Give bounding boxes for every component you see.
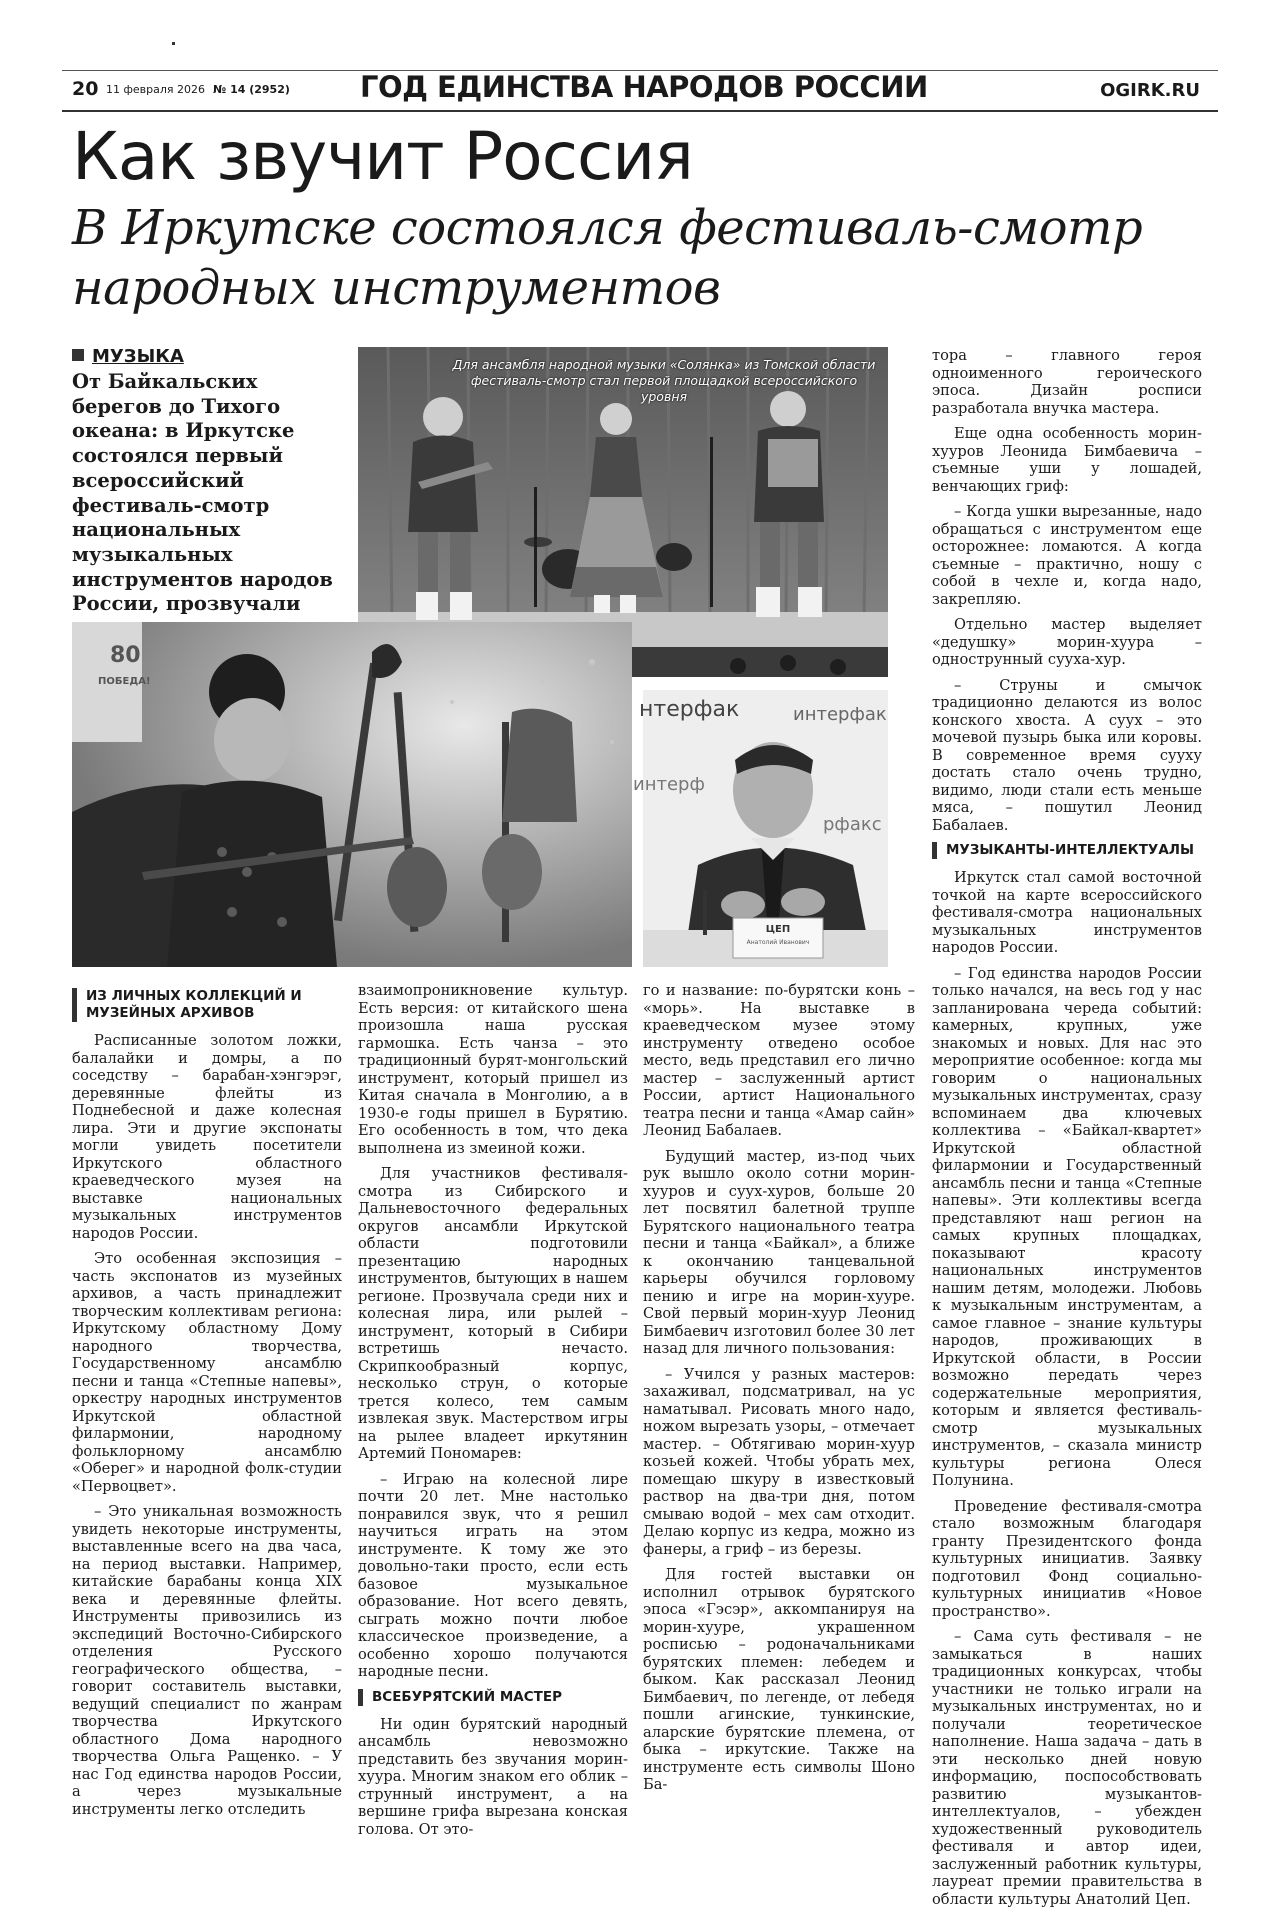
paragraph: Для участников фестиваля-смотра из Сибирского и Дальневосточного федеральных округов ансамбли Иркутской области подготовили презентацию народных инструментов, бытующих в нашем регионе. Прозвучала среди них и колесная лира, или рылей – инструмент, который в Сибири встретишь нечасто. Скрипкообразный корпус, несколько струн, о которые трется колесо, тем самым извлекая звук. Мастерством игры на рылее владеет иркутянин Артемий Пономарев:	[358, 1165, 628, 1462]
speaker-photo	[633, 690, 888, 967]
subhead-musician-intellectuals: МУЗЫКАНТЫ-ИНТЕЛЛЕКТУАЛЫ	[932, 842, 1202, 859]
page-number: 20	[72, 78, 99, 100]
nameplate-surname: ЦЕП	[765, 924, 791, 935]
rubric-title: ГОД ЕДИНСТВА НАРОДОВ РОССИИ	[360, 70, 928, 104]
musician-photo	[72, 622, 632, 967]
paragraph: Будущий мастер, из-под чьих рук вышло около сотни морин-хууров и суух-хуров, больше 20 лет посвятил балетной труппе Бурятского национального театра песни и танца «Байкал», а ближе к окончанию танцевальной карьеры обучился горловому пению и игре на морин-хууре. Свой первый морин-хуур Леонид Бимбаевич изготовил более 30 лет назад для личного пользования:	[643, 1147, 915, 1357]
paragraph: – Учился у разных мастеров: захаживал, подсматривал, на ус наматывал. Рисовать много надо, ножом вырезать узоры, – отмечает мастер. – Обтягиваю морин-хуур козьей кожей. Чтобы убрать мех, помещаю шкуру в известковый раствор на два-три дня, потом смываю водой – мех сам отходит. Делаю корпус из кедра, можно из фанеры, а гриф – из березы.	[643, 1365, 915, 1558]
musician-photo-image	[72, 622, 632, 967]
text-column-2	[358, 982, 628, 1846]
issue-date: 11 февраля 2026	[106, 83, 206, 96]
site-link[interactable]: OGIRK.RU	[1100, 80, 1200, 101]
article-title: Как звучит Россия	[72, 118, 693, 195]
text-column-4	[932, 347, 1202, 1916]
paragraph: – Струны и смычок традиционно делаются из волос конского хвоста. А суух – это мочевой пузырь быка или коровы. В современное время сууху достать стало очень трудно, видимо, люди стали есть меньше мяса, – пошутил Леонид Бабалаев.	[932, 676, 1202, 834]
article-subtitle: В Иркутске состоялся фестиваль-смотр народных инструментов	[72, 200, 1143, 316]
backdrop-logo-right: интерфак	[793, 704, 887, 725]
paragraph: Для гостей выставки он исполнил отрывок бурятского эпоса «Гэсэр», аккомпанируя на морин-хууре, украшенном росписью – родоначальниками бурятских племен: лебедем и быком. Как рассказал Леонид Бимбаевич, по легенде, от лебедя пошли агинские, тункинские, аларские бурятские племена, от быка – иркутские. Также на инструменте есть символы Шоно Ба-	[643, 1566, 915, 1793]
issue-number: № 14 (2952)	[213, 83, 290, 96]
paragraph: Расписанные золотом ложки, балалайки и домры, а по соседству – барабан-хэнгэрэг, деревянные флейты из Поднебесной и даже колесная лира. Эти и другие экспонаты могли увидеть посетители Иркутского областного краеведческого музея на выставке национальных музыкальных инструментов народов России.	[72, 1032, 342, 1242]
paragraph: Иркутск стал самой восточной точкой на карте всероссийского фестиваля-смотра национальных музыкальных инструментов народов России.	[932, 869, 1202, 956]
header-rule	[62, 110, 1218, 112]
speaker-photo-image	[633, 690, 888, 967]
backdrop-logo-mid: интерф	[633, 774, 705, 795]
paragraph: Еще одна особенность морин-хууров Леонида Бимбаевича – съемные уши у лошадей, венчающих гриф:	[932, 425, 1202, 495]
section-tag	[72, 346, 184, 367]
paragraph: Проведение фестиваля-смотра стало возможным благодаря гранту Президентского фонда культурных инициатив. Заявку подготовил Фонд социально-культурных инициатив «Новое пространство».	[932, 1497, 1202, 1620]
paragraph: – Это уникальная возможность увидеть некоторые инструменты, выставленные всего на два часа, на период выставки. Например, китайские барабаны конца XIX века и деревянные флейты. Инструменты привозились из экспедиций Восточно-Сибирского отделения Русского географического общества, – говорит составитель выставки, ведущий специалист по жанрам творчества Иркутского областного Дома народного творчества Ольга Ращенко. – У нас Год единства народов России, а через музыкальные инструменты легко отследить	[72, 1503, 342, 1818]
backdrop-logo-side: рфакс	[823, 814, 882, 835]
paragraph: – Сама суть фестиваля – не замыкаться в наших традиционных конкурсах, чтобы участники не только играли на музыкальных инструментах, но и получали теоретическое наполнение. Наша задача – дать в эти несколько дней новую информацию, поспособствовать развитию музыкантов-интеллектуалов, – убежден художественный руководитель фестиваля и автор идеи, заслуженный работник культуры, лауреат премии правительства в области культуры Анатолий Цеп.	[932, 1628, 1202, 1908]
subhead-buryat-master: ВСЕБУРЯТСКИЙ МАСТЕР	[358, 1689, 628, 1706]
paragraph: Отдельно мастер выделяет «дедушку» морин-хуура – однострунный сууха-хур.	[932, 616, 1202, 668]
banner-number: 80	[110, 643, 141, 668]
paragraph: – Играю на колесной лире почти 20 лет. Мне настолько понравился звук, что я решил научиться играть на этом инструменте. К тому же это довольно-таки просто, если есть базовое музыкальное образование. Нот всего девять, сыграть можно почти любое классическое произведение, а особенно хорошо получаются народные песни.	[358, 1470, 628, 1680]
paragraph: – Когда ушки вырезанные, надо обращаться с инструментом еще осторожнее: ломаются. А когда съемные – практично, ношу с собой в чехле и, когда надо, закрепляю.	[932, 503, 1202, 608]
subhead-private-collections: ИЗ ЛИЧНЫХ КОЛЛЕКЦИЙ И МУЗЕЙНЫХ АРХИВОВ	[72, 988, 342, 1022]
text-column-1	[72, 982, 342, 1826]
section-label: МУЗЫКА	[92, 346, 184, 367]
article-lead: От Байкальских берегов до Тихого океана: в Иркутске состоялся первый всероссийский фестиваль-смотр национальных музыкальных инструментов народов России, прозвучали	[72, 370, 333, 616]
paragraph: Ни один бурятский народный ансамбль невозможно представить без звучания морин-хуура. Многим знаком его облик – струнный инструмент, а на вершине грифа вырезана конская голова. От это-	[358, 1715, 628, 1838]
paragraph: го и название: по-бурятски конь – «морь». На выставке в краеведческом музее этому инструменту отведено особое место, ведь представил его лично мастер – заслуженный артист России, артист Национального театра песни и танца «Амар сайн» Леонид Бабалаев.	[643, 982, 915, 1139]
paragraph: взаимопроникновение культур. Есть версия: от китайского шена произошла наша русская гармошка. Есть чанза – это традиционный бурят-монгольский инструмент, который пришел из Китая сначала в Монголию, а в 1930-е годы пришел в Бурятию. Его особенность в том, что дека выполнена из змеиной кожи.	[358, 982, 628, 1157]
paragraph: – Год единства народов России только начался, на весь год у нас запланирована череда событий: камерных, крупных, уже знакомых и новых. Для нас это мероприятие особенное: когда мы говорим о национальных музыкальных инструментах, сразу вспоминаем два ключевых коллектива – «Байкал-квартет» Иркутской областной филармонии и Государственный ансамбль песни и танца «Степные напевы». Эти коллективы всегда представляют наш регион на самых крупных площадках, показывают красоту национальных инструментов нашим детям, молодежи. Любовь к музыкальным инструментам, а самое главное – знание культуры народов, проживающих в Иркутской области, в России возможно передать через содержательные мероприятия, которым и является фестиваль-смотр музыкальных инструментов, – сказала министр культуры региона Олеся Полунина.	[932, 964, 1202, 1489]
decorative-dot	[172, 42, 175, 45]
text-column-3	[643, 982, 915, 1802]
stage-photo-caption: Для ансамбля народной музыки «Солянка» из Томской области фестиваль-смотр стал первой площадкой всероссийского уровня	[452, 357, 876, 404]
backdrop-logo-left: нтерфак	[639, 697, 740, 722]
nameplate-name: Анатолий Иванович	[746, 939, 810, 946]
square-bullet-icon	[72, 349, 84, 361]
paragraph: тора – главного героя одноименного героического эпоса. Дизайн росписи разработала внучка мастера.	[932, 347, 1202, 417]
paragraph: Это особенная экспозиция – часть экспонатов из музейных архивов, а часть принадлежит творческим коллективам региона: Иркутскому областному Дому народного творчества, Государственному ансамблю песни и танца «Степные напевы», оркестру народных инструментов Иркутской областной филармонии, народному фольклорному ансамблю «Оберег» и народной фолк-студии «Первоцвет».	[72, 1250, 342, 1495]
banner-text: ПОБЕДА!	[98, 676, 151, 687]
